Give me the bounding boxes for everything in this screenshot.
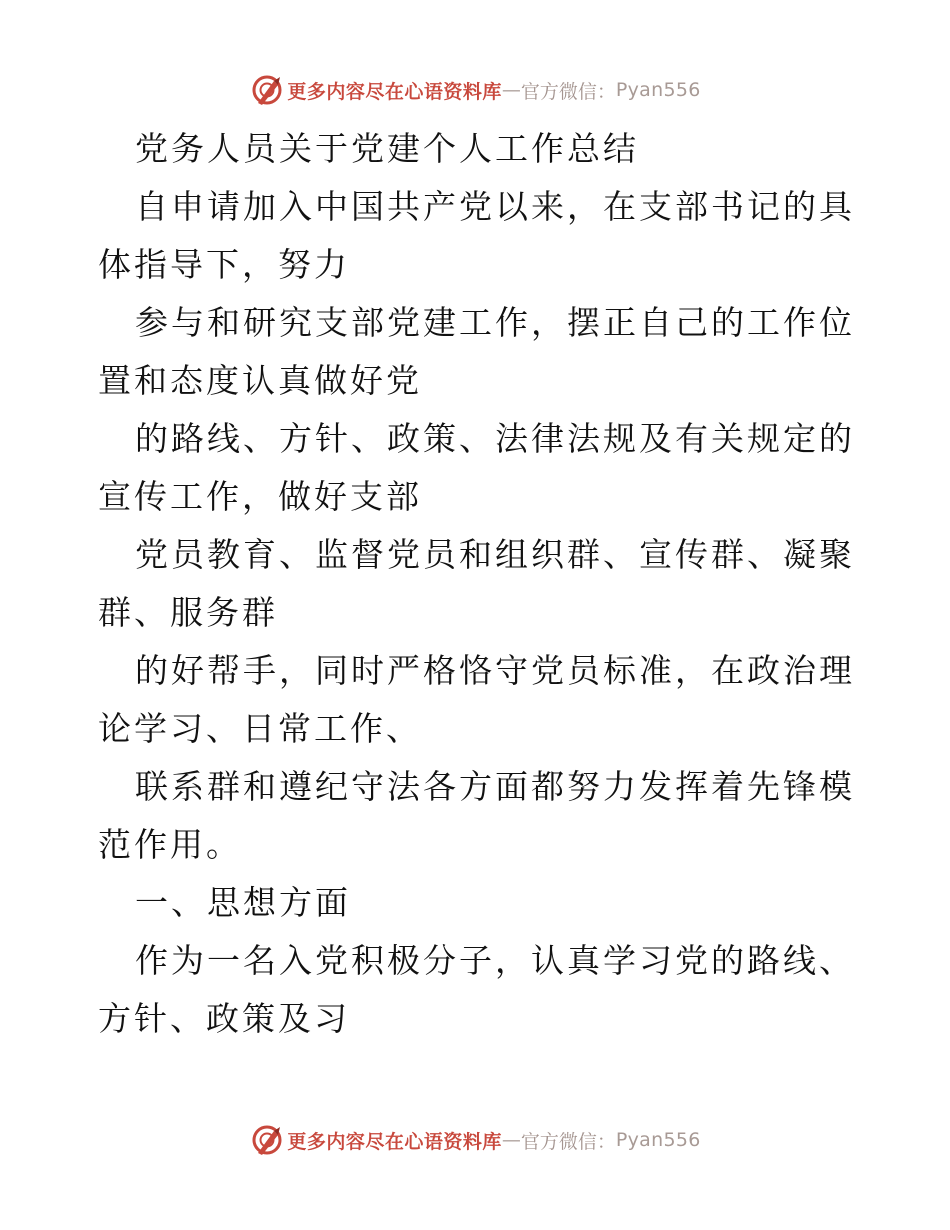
document-body [98,120,858,1048]
watermark-wechat-id: Pyan556 [615,1129,701,1151]
paragraph: 自申请加入中国共产党以来，在支部书记的具体指导下，努力 [98,187,855,284]
paragraph: 参与和研究支部党建工作，摆正自己的工作位置和态度认真做好党 [98,303,855,400]
watermark-label: 官方微信： [520,1130,616,1153]
watermark-main-text: 更多内容尽在心语资料库 [287,80,502,103]
watermark-dash: — [501,79,521,101]
paragraph: 的好帮手，同时严格恪守党员标准，在政治理论学习、日常工作、 [98,651,855,748]
section-heading: 一、思想方面 [135,883,351,922]
watermark-dash: — [501,1129,521,1151]
watermark-header [0,70,950,110]
paragraph: 党员教育、监督党员和组织群、宣传群、凝聚群、服务群 [98,535,855,632]
paragraph: 联系群和遵纪守法各方面都努力发挥着先锋模范作用。 [98,767,855,864]
brand-logo-icon [249,1122,285,1158]
watermark-wechat-id: Pyan556 [615,79,701,101]
document-title: 党务人员关于党建个人工作总结 [135,129,639,168]
paragraph: 的路线、方针、政策、法律法规及有关规定的宣传工作，做好支部 [98,419,855,516]
watermark-footer [0,1120,950,1160]
brand-logo-icon [249,72,285,108]
paragraph: 作为一名入党积极分子，认真学习党的路线、方针、政策及习 [98,941,855,1038]
watermark-label: 官方微信： [520,80,616,103]
watermark-main-text: 更多内容尽在心语资料库 [287,1130,502,1153]
